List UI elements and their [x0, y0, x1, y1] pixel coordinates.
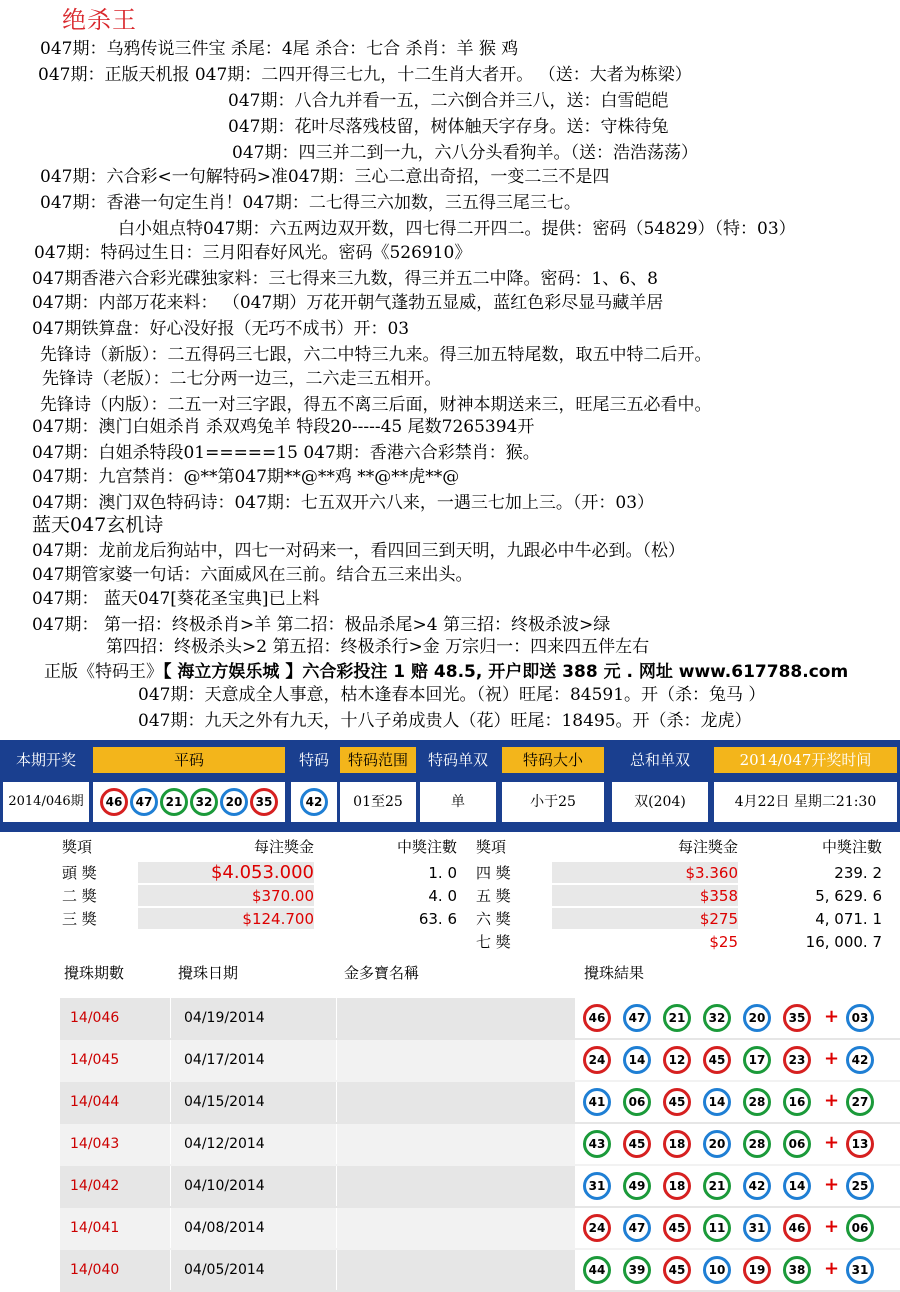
ball-41[interactable]: 41 [583, 1088, 611, 1116]
prediction-line[interactable]: 白小姐点特047期：六五两边双开数，四七得二开四二。提供：密码（54829）（特：03） [118, 219, 796, 239]
prize-count[interactable]: 16, 000. 7 [805, 933, 882, 951]
prediction-line[interactable]: 047期：八合九并看一五，二六倒合并三八，送：白雪皑皑 [228, 91, 669, 111]
ball-20[interactable]: 20 [703, 1130, 731, 1158]
ball-45[interactable]: 45 [663, 1088, 691, 1116]
prediction-line[interactable]: 047期管家婆一句话：六面威风在三前。结合五三来出头。 [32, 565, 473, 585]
column-divider[interactable] [170, 1208, 171, 1248]
prediction-line[interactable]: 047期：澳门白姐杀肖 杀双鸡兔羊 特段20-----45 尾数7265394开 [32, 417, 535, 437]
ball-32[interactable]: 32 [190, 788, 218, 816]
prize-name[interactable]: 三 獎 [62, 910, 97, 928]
prediction-line[interactable]: 047期：正版天机报 047期：二四开得三七九，十二生肖大者开。 （送：大者为栋梁） [38, 65, 692, 85]
plus-sign[interactable]: + [824, 1132, 840, 1153]
promo-prefix: 正版《特码王》 [44, 662, 163, 682]
prediction-line[interactable]: 047期：龙前龙后狗站中，四七一对码来一，看四回三到天明，九跟必中牛必到。（松） [32, 541, 685, 561]
history-balls[interactable] [575, 998, 900, 1038]
prize-name[interactable]: 五 獎 [476, 887, 511, 905]
prize-header-name[interactable]: 獎項 [62, 838, 93, 856]
prize-amount[interactable]: $124.700 [242, 910, 314, 928]
ball-31[interactable]: 31 [583, 1172, 611, 1200]
result-header[interactable]: 特码范围 [340, 747, 416, 773]
ball-16[interactable]: 16 [783, 1088, 811, 1116]
draw-time-cell[interactable]: 4月22日 星期二21:30 [714, 782, 897, 822]
prediction-line[interactable]: 先锋诗（内版）：二五一对三字跟，得五不离三后面，财神本期送来三，旺尾三五必看中。 [40, 395, 712, 415]
ball-17[interactable]: 17 [743, 1046, 771, 1074]
ball-45[interactable]: 45 [663, 1214, 691, 1242]
history-issue[interactable]: 14/046 [70, 1010, 120, 1026]
ball-32[interactable]: 32 [703, 1004, 731, 1032]
ball-14[interactable]: 14 [623, 1046, 651, 1074]
prediction-line[interactable]: 蓝天047玄机诗 [32, 514, 164, 536]
column-divider[interactable] [336, 1208, 337, 1248]
history-date[interactable]: 04/08/2014 [184, 1220, 265, 1236]
special-ball[interactable]: 27 [846, 1088, 874, 1116]
prize-count[interactable]: 239. 2 [834, 864, 882, 882]
prize-amount[interactable]: $358 [699, 887, 738, 905]
column-divider[interactable] [336, 998, 337, 1038]
ball-35[interactable]: 35 [250, 788, 278, 816]
plus-sign[interactable]: + [824, 1216, 840, 1237]
column-divider[interactable] [170, 1040, 171, 1080]
result-header[interactable]: 特码 [291, 747, 337, 773]
prize-count[interactable]: 5, 629. 6 [815, 887, 882, 905]
column-divider[interactable] [336, 1082, 337, 1122]
column-divider[interactable] [170, 998, 171, 1038]
history-date[interactable]: 04/17/2014 [184, 1052, 265, 1068]
special-ball[interactable]: 31 [846, 1256, 874, 1284]
ball-45[interactable]: 45 [703, 1046, 731, 1074]
history-row[interactable] [60, 1250, 900, 1292]
ball-12[interactable]: 12 [663, 1046, 691, 1074]
history-header[interactable]: 攪珠日期 [178, 964, 239, 982]
tail-line[interactable]: 047期：九天之外有九天，十八子弟成贵人（花）旺尾：18495。开（杀：龙虎） [138, 711, 752, 731]
special-ball[interactable]: 13 [846, 1130, 874, 1158]
prize-header-count[interactable]: 中獎注數 [396, 838, 457, 856]
prediction-line[interactable]: 047期铁算盘：好心没好报（无巧不成书）开：03 [32, 319, 410, 339]
history-issue[interactable]: 14/044 [70, 1094, 120, 1110]
prize-amount[interactable]: $3.360 [685, 864, 738, 882]
ball-45[interactable]: 45 [663, 1256, 691, 1284]
ball-46[interactable]: 46 [100, 788, 128, 816]
prize-name[interactable]: 六 獎 [476, 910, 511, 928]
promo-ad-link[interactable]: 【 海立方娱乐城 】六合彩投注 1 赔 48.5, 开户即送 388 元 . 网址 www.617788.com [163, 662, 849, 682]
prize-name[interactable]: 四 獎 [476, 864, 511, 882]
history-balls[interactable] [575, 1208, 900, 1248]
prediction-line[interactable]: 047期：四三并二到一九，六八分头看狗羊。（送：浩浩荡荡） [232, 143, 698, 163]
prediction-line[interactable]: 047期： 第一招：终极杀肖>羊 第二招：极品杀尾>4 第三招：终极杀波>绿 [32, 615, 611, 635]
prize-count[interactable]: 63. 6 [418, 910, 457, 928]
history-issue[interactable]: 14/043 [70, 1136, 120, 1152]
special-ball[interactable]: 06 [846, 1214, 874, 1242]
history-issue[interactable]: 14/040 [70, 1262, 120, 1278]
result-table [0, 740, 900, 832]
prize-header-amount[interactable]: 每注獎金 [677, 838, 738, 856]
ball-14[interactable]: 14 [783, 1172, 811, 1200]
ball-45[interactable]: 45 [623, 1130, 651, 1158]
history-balls[interactable] [575, 1166, 900, 1206]
prediction-line[interactable]: 047期：香港一句定生肖！047期：二七得三六加数，三五得三尾三七。 [40, 193, 581, 213]
sum-odd-even-cell[interactable]: 双(204) [612, 782, 708, 822]
ball-46[interactable]: 46 [583, 1004, 611, 1032]
special-ball[interactable]: 42 [846, 1046, 874, 1074]
prediction-line[interactable]: 047期：花叶尽落残枝留，树体触天字存身。送：守株待兔 [228, 117, 669, 137]
history-balls[interactable] [575, 1082, 900, 1122]
history-date[interactable]: 04/10/2014 [184, 1178, 265, 1194]
ball-24[interactable]: 24 [583, 1046, 611, 1074]
prize-name[interactable]: 七 獎 [476, 933, 511, 951]
ball-35[interactable]: 35 [783, 1004, 811, 1032]
result-header[interactable]: 2014/047开奖时间 [714, 747, 897, 773]
special-ball[interactable]: 42 [300, 788, 328, 816]
history-issue[interactable]: 14/042 [70, 1178, 120, 1194]
result-header[interactable]: 特码单双 [420, 747, 496, 773]
plus-sign[interactable]: + [824, 1174, 840, 1195]
result-header[interactable]: 总和单双 [612, 747, 708, 773]
period-cell[interactable]: 2014/046期 [3, 782, 89, 822]
prize-count[interactable]: 1. 0 [428, 864, 457, 882]
ball-23[interactable]: 23 [783, 1046, 811, 1074]
ball-21[interactable]: 21 [160, 788, 188, 816]
prize-count[interactable]: 4, 071. 1 [815, 910, 882, 928]
ball-18[interactable]: 18 [663, 1172, 691, 1200]
ball-47[interactable]: 47 [623, 1004, 651, 1032]
ball-42[interactable]: 42 [743, 1172, 771, 1200]
prediction-line[interactable]: 047期香港六合彩光碟独家料：三七得来三九数，得三并五二中降。密码：1、6、8 [32, 269, 658, 289]
history-balls[interactable] [575, 1124, 900, 1164]
history-row[interactable] [60, 1166, 900, 1208]
ball-43[interactable]: 43 [583, 1130, 611, 1158]
prediction-line[interactable]: 047期：六合彩<一句解特码>准047期：三心二意出奇招，一变二三不是四 [40, 167, 610, 187]
ball-20[interactable]: 20 [220, 788, 248, 816]
ball-14[interactable]: 14 [703, 1088, 731, 1116]
ball-39[interactable]: 39 [623, 1256, 651, 1284]
ball-47[interactable]: 47 [130, 788, 158, 816]
column-divider[interactable] [170, 1082, 171, 1122]
history-issue[interactable]: 14/045 [70, 1052, 120, 1068]
ball-24[interactable]: 24 [583, 1214, 611, 1242]
ball-18[interactable]: 18 [663, 1130, 691, 1158]
ball-20[interactable]: 20 [743, 1004, 771, 1032]
prize-name[interactable]: 二 獎 [62, 887, 97, 905]
prediction-line[interactable]: 先锋诗（新版）：二五得码三七跟，六二中特三九来。得三加五特尾数，取五中特二后开。 [40, 345, 712, 365]
prediction-line[interactable]: 047期：白姐杀特段01=====15 047期：香港六合彩禁肖：猴。 [32, 443, 540, 463]
ball-38[interactable]: 38 [783, 1256, 811, 1284]
size-cell[interactable]: 小于25 [502, 782, 604, 822]
history-row[interactable] [60, 1208, 900, 1250]
prediction-line[interactable]: 第四招：终极杀头>2 第五招：终极杀行>金 万宗归一：四来四五伴左右 [106, 637, 650, 657]
history-row[interactable] [60, 998, 900, 1040]
plus-sign[interactable]: + [824, 1006, 840, 1027]
prediction-line[interactable]: 047期：特码过生日：三月阳春好风光。密码《526910》 [34, 243, 472, 263]
column-divider[interactable] [336, 1250, 337, 1290]
page-title: 绝杀王 [62, 6, 137, 34]
prize-amount[interactable]: $4.053.000 [210, 862, 314, 883]
history-header[interactable]: 攪珠結果 [584, 964, 645, 982]
tail-line[interactable]: 047期：天意成全人事意，枯木逢春本回光。（祝）旺尾：84591。开（杀：兔马 ） [138, 685, 766, 705]
prediction-line[interactable]: 047期：九宫禁肖：@**第047期**@**鸡 **@**虎**@ [32, 467, 460, 487]
result-header[interactable]: 本期开奖 [3, 747, 89, 773]
column-divider[interactable] [336, 1040, 337, 1080]
prize-header-count[interactable]: 中獎注數 [821, 838, 882, 856]
prize-amount[interactable]: $25 [709, 933, 738, 951]
history-issue[interactable]: 14/041 [70, 1220, 120, 1236]
ball-06[interactable]: 06 [783, 1130, 811, 1158]
ball-21[interactable]: 21 [663, 1004, 691, 1032]
history-date[interactable]: 04/15/2014 [184, 1094, 265, 1110]
column-divider[interactable] [336, 1124, 337, 1164]
column-divider[interactable] [336, 1166, 337, 1206]
column-divider[interactable] [170, 1124, 171, 1164]
ball-47[interactable]: 47 [623, 1214, 651, 1242]
prediction-line[interactable]: 047期： 蓝天047[葵花圣宝典]已上料 [32, 589, 320, 609]
promo-line [44, 657, 848, 682]
result-header[interactable]: 特码大小 [502, 747, 604, 773]
prediction-line[interactable]: 047期：内部万花来料： （047期）万花开朝气蓬勃五显威，蓝红色彩尽显马藏羊居 [32, 293, 664, 313]
prize-name[interactable]: 頭 獎 [62, 864, 97, 882]
history-row[interactable] [60, 1124, 900, 1166]
plus-sign[interactable]: + [824, 1090, 840, 1111]
history-row[interactable] [60, 1082, 900, 1124]
prediction-line[interactable]: 047期：澳门双色特码诗：047期：七五双开六八来，一遇三七加上三。（开：03） [32, 493, 655, 513]
prize-header-amount[interactable]: 每注獎金 [253, 838, 314, 856]
ball-31[interactable]: 31 [743, 1214, 771, 1242]
ball-11[interactable]: 11 [703, 1214, 731, 1242]
prize-header-name[interactable]: 獎項 [476, 838, 507, 856]
prediction-line[interactable]: 先锋诗（老版）：二七分两一边三，二六走三五相开。 [42, 369, 442, 389]
history-balls[interactable] [575, 1040, 900, 1080]
range-cell[interactable]: 01至25 [340, 782, 416, 822]
ball-19[interactable]: 19 [743, 1256, 771, 1284]
ball-06[interactable]: 06 [623, 1088, 651, 1116]
prize-count[interactable]: 4. 0 [428, 887, 457, 905]
history-date[interactable]: 04/19/2014 [184, 1010, 265, 1026]
history-date[interactable]: 04/12/2014 [184, 1136, 265, 1152]
plus-sign[interactable]: + [824, 1048, 840, 1069]
prediction-line[interactable]: 047期：乌鸦传说三件宝 杀尾：4尾 杀合：七合 杀肖：羊 猴 鸡 [40, 39, 519, 59]
history-balls[interactable] [575, 1250, 900, 1290]
odd-even-cell[interactable]: 单 [420, 782, 496, 822]
column-divider[interactable] [170, 1250, 171, 1290]
history-row[interactable] [60, 1040, 900, 1082]
history-header[interactable]: 攪珠期數 [64, 964, 125, 982]
ball-21[interactable]: 21 [703, 1172, 731, 1200]
column-divider[interactable] [170, 1166, 171, 1206]
special-ball[interactable]: 25 [846, 1172, 874, 1200]
special-ball-cell[interactable] [291, 782, 337, 822]
ball-10[interactable]: 10 [703, 1256, 731, 1284]
normal-balls-cell[interactable] [93, 782, 285, 822]
prize-amount[interactable]: $275 [699, 910, 738, 928]
result-header[interactable]: 平码 [93, 747, 285, 773]
ball-46[interactable]: 46 [783, 1214, 811, 1242]
ball-44[interactable]: 44 [583, 1256, 611, 1284]
prize-amount[interactable]: $370.00 [251, 887, 314, 905]
ball-28[interactable]: 28 [743, 1130, 771, 1158]
ball-49[interactable]: 49 [623, 1172, 651, 1200]
history-date[interactable]: 04/05/2014 [184, 1262, 265, 1278]
special-ball[interactable]: 03 [846, 1004, 874, 1032]
plus-sign[interactable]: + [824, 1258, 840, 1279]
ball-28[interactable]: 28 [743, 1088, 771, 1116]
history-header[interactable]: 金多寶名稱 [344, 964, 420, 982]
